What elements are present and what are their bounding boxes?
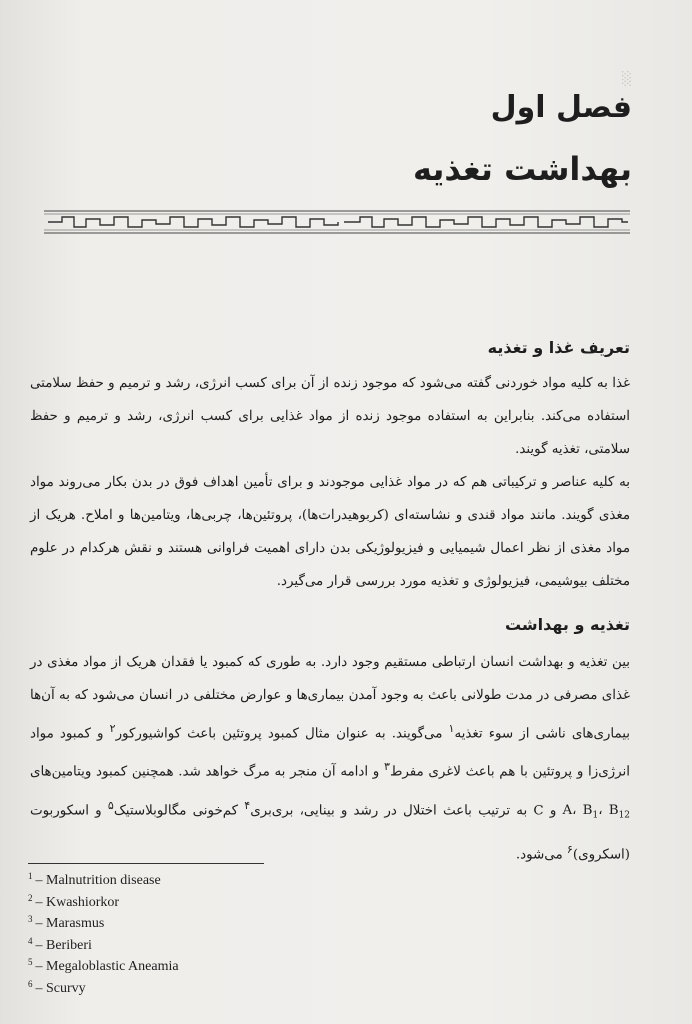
vitamin-list — [562, 803, 631, 822]
text-run: و C به ترتیب باعث اختلال در رشد و بینایی، بری‌بری — [250, 803, 563, 819]
text-run: و ادامه آن منجر به مرگ خواهد شد. همچنین کمبود ویتامین‌های — [30, 764, 384, 780]
footnote-text: – Marasmus — [35, 916, 105, 931]
footnote-number: 3 — [28, 914, 33, 924]
bleed-through-text: ░ — [622, 72, 632, 87]
footnote-ref-4[interactable]: ۴ — [244, 798, 251, 812]
vitamin-b1-subscript: 1 — [592, 811, 599, 822]
footnote-text: – Kwashiorkor — [35, 894, 120, 910]
vitamin-b12: ، B — [598, 803, 619, 819]
paragraph-definition-2: به کلیه عناصر و ترکیباتی هم که در مواد غذایی موجودند و برای تأمین اهداف فوق در بدن بکار می‌روند مواد مغذی گویند. مانند مواد قندی و نشاسته‌ای (کربوهیدرات‌ها)، پروتئین‌ها، چربی‌ها، ویتامین‌ها و املاح. هریک از مواد مغذی از نظر اعمال شیمیایی و فیزیولوژیکی بدن دارای اهمیت فراوانی هستند و نقش هرکدام در علوم مختلف بیوشیمی، فیزیولوژی و تغذیه مورد بررسی قرار می‌گیرد. — [30, 475, 630, 589]
page-title: بهداشت تغذیه — [412, 150, 632, 188]
footnote-number: 1 — [28, 871, 33, 881]
footnote-text: – Beriberi — [35, 937, 92, 953]
footnotes — [28, 870, 278, 999]
text-run: و اسکوربوت (اسکروی) — [30, 803, 630, 863]
paragraph-definition-1: غذا به کلیه مواد خوردنی گفته می‌شود که موجود زنده از آن برای کسب انرژی، رشد و ترمیم و حفظ سلامتی استفاده می‌کند. بنابراین به استفاده موجود زنده از مواد غذایی برای کسب انرژی، رشد و ترمیم و حفظ سلامتی، تغذیه گویند. — [30, 376, 630, 457]
footnote-4 — [28, 935, 278, 957]
text-run: می‌شود. — [515, 847, 567, 863]
vitamin-a-b: A، B — [562, 803, 593, 819]
text-run: کم‌خونی مگالوبلاستیک — [113, 803, 245, 819]
footnote-text: – Scurvy — [35, 980, 86, 996]
footnote-text: – Megaloblastic Aneamia — [35, 959, 179, 974]
text-run: و کمبود مواد انرژی‌زا و پروتئین با هم باعث لاغری مفرط — [30, 726, 630, 780]
footnote-1 — [28, 870, 278, 892]
footnote-5 — [28, 956, 278, 978]
text-run: می‌گویند. به عنوان مثال کمبود پروتئین باعث کواشیورکور — [115, 726, 449, 742]
footnote-3 — [28, 913, 278, 935]
footnote-ref-6[interactable]: ۶ — [566, 843, 573, 857]
footnote-ref-2[interactable]: ۲ — [109, 722, 116, 735]
section-heading-nutrition-health: تغذیه و بهداشت — [504, 615, 630, 634]
section-heading-definition: تعریف غذا و تغذیه — [487, 338, 630, 357]
paragraph-nutrition-health — [30, 646, 630, 872]
decorative-divider — [44, 208, 630, 236]
footnote-ref-1[interactable]: ۱ — [448, 722, 455, 735]
footnote-number: 2 — [28, 892, 33, 903]
footnote-number: 5 — [28, 957, 33, 967]
vitamin-b12-subscript: 12 — [618, 811, 631, 822]
chapter-label: فصل اول — [490, 90, 632, 125]
footnote-number: 6 — [28, 978, 33, 989]
footnote-number: 4 — [28, 935, 33, 946]
footnote-6 — [28, 978, 278, 1000]
text-run: بین تغذیه و بهداشت انسان ارتباطی مستقیم وجود دارد. به طوری که کمبود یا فقدان هریک از مواد مغذی در غذای مصرفی در مدت طولانی باعث به وجود آمدن بیماری‌ها و عوارض مختلفی در انسان می‌شود که به آن‌ها بیماری‌های ناشی از سوء تغذیه — [30, 655, 630, 742]
footnote-ref-5[interactable]: ۵ — [107, 798, 114, 812]
footnote-text: – Malnutrition disease — [35, 873, 161, 888]
footnote-separator — [28, 863, 264, 864]
footnote-ref-3[interactable]: ۳ — [383, 760, 390, 774]
footnote-2 — [28, 892, 278, 914]
